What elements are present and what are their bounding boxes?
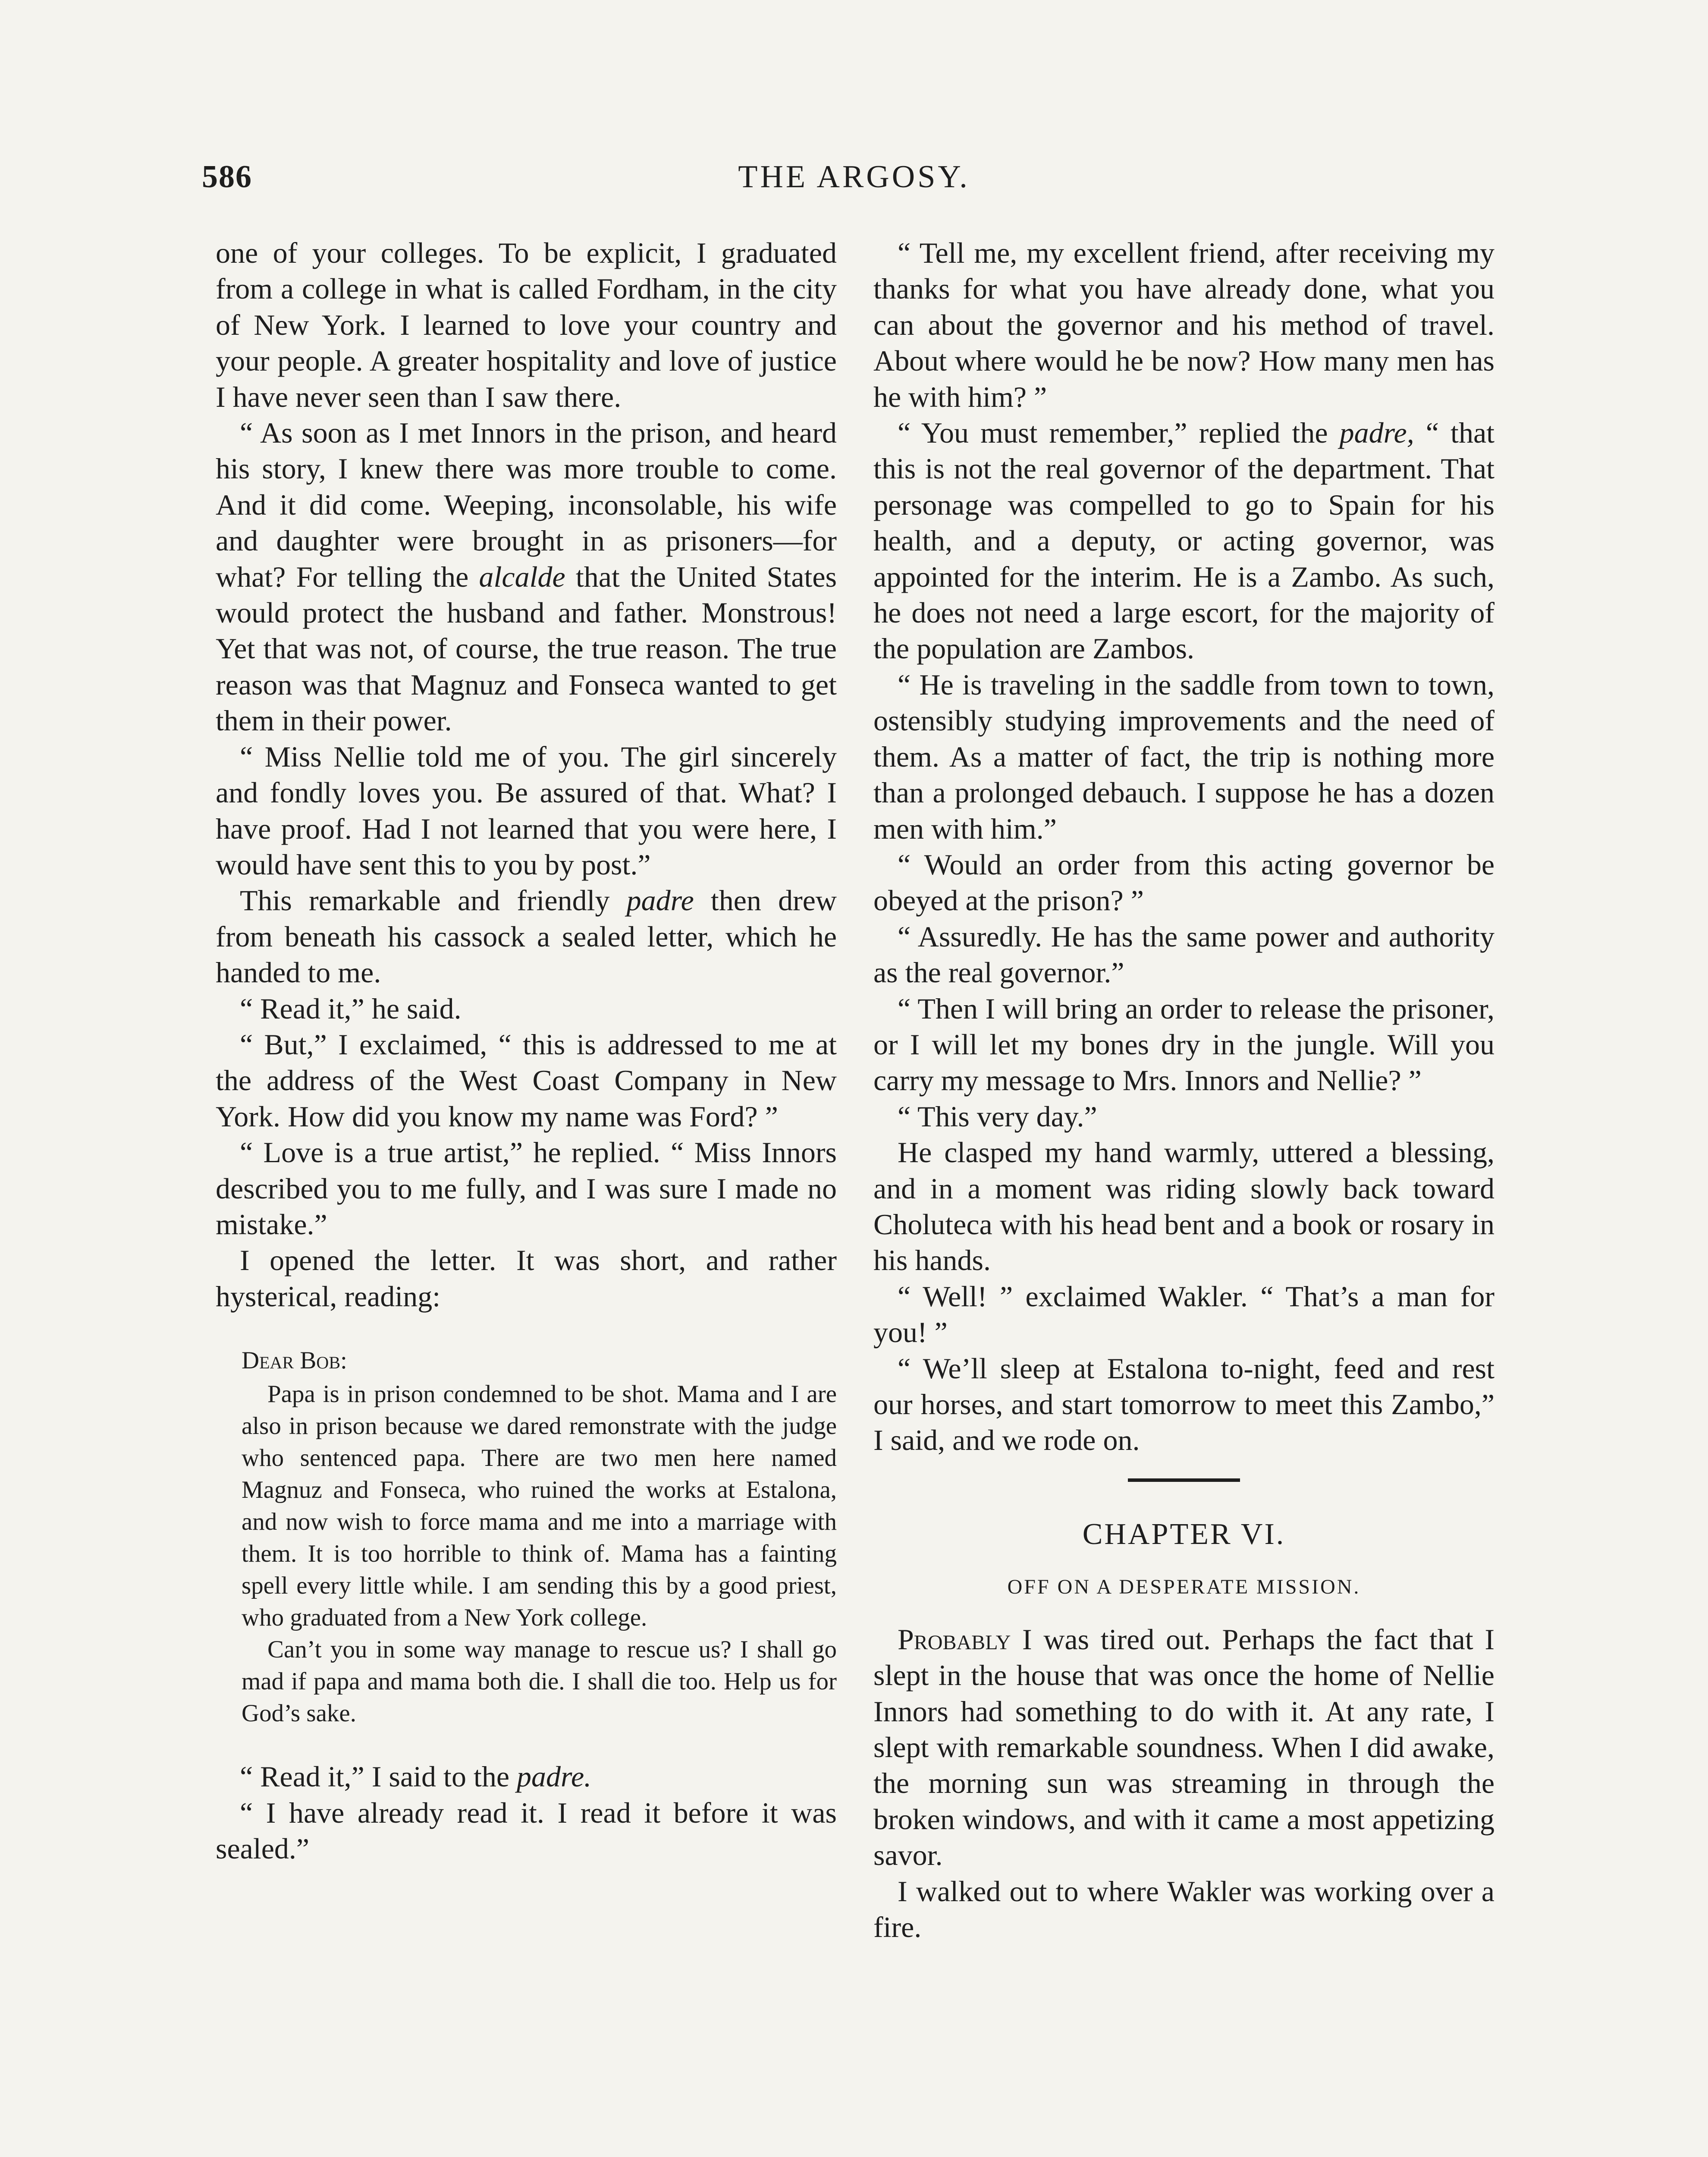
paragraph: “ He is traveling in the saddle from town to town, ostensibly studying improvements and the need of them. As a matter of fact, the trip is nothing more than a prolonged debauch. I suppose he has a dozen men with him.” [873, 668, 1494, 845]
running-head: THE ARGOSY. [738, 159, 970, 195]
paragraph: “ As soon as I met Innors in the prison, and heard his story, I knew there was more trouble to come. And it did come. Weeping, inconsolable, his wife and daughter were brought in as prisoners—for what? For telling the alcalde that the United States would protect the husband and father. Monstrous! Yet that was not, of course, the true reason. The true reason was that Magnuz and Fonseca wanted to get them in their power. [216, 416, 837, 737]
letter-paragraph: Can’t you in some way manage to rescue us? I shall go mad if papa and mama both die. I shall die too. Help us for God’s sake. [242, 1636, 837, 1727]
letter-salutation: Dear Bob: [242, 1347, 347, 1374]
section-divider [1128, 1478, 1240, 1482]
paragraph: “ Assuredly. He has the same power and authority as the real governor.” [873, 920, 1494, 989]
paragraph: “ This very day.” [898, 1100, 1097, 1133]
paragraph: This remarkable and friendly padre then drew from beneath his cassock a sealed letter, which he handed to me. [216, 884, 837, 989]
paragraph: “ Read it,” he said. [240, 992, 462, 1025]
letter-paragraph: Papa is in prison condemned to be shot. Mama and I are also in prison because we dared remonstrate with the judge who sentenced papa. There are two men here named Magnuz and Fonseca, who ruined the works at Estalona, and now wish to force mama and me into a marriage with them. It is too horrible to think of. Mama has a fainting spell every little while. I am sending this by a good priest, who graduated from a New York college. [242, 1380, 837, 1632]
left-column [216, 235, 837, 1867]
paragraph: “ Love is a true artist,” he replied. “ Miss Innors described you to me fully, and I was sure I made no mistake.” [216, 1136, 837, 1241]
paragraph: He clasped my hand warmly, uttered a blessing, and in a moment was riding slowly back toward Choluteca with his head bent and a book or rosary in his hands. [873, 1136, 1494, 1277]
paragraph: “ Read it,” I said to the padre. [240, 1760, 592, 1793]
italic-word: padre, [1339, 416, 1414, 450]
paragraph: Probably I was tired out. Perhaps the fact that I slept in the house that was once the home of Nellie Innors had something to do with it. At any rate, I slept with remarkable soundness. When I did awake, the morning sun was streaming in through the broken windows, and with it came a most appetizing savor. [873, 1622, 1495, 1872]
paragraph: I walked out to where Wakler was working over a fire. [873, 1874, 1494, 1944]
italic-word: padre [626, 884, 694, 917]
right-column [873, 235, 1494, 1945]
italic-word: alcalde [479, 560, 565, 593]
chapter-title: CHAPTER VI. [1082, 1517, 1286, 1551]
chapter-subtitle: OFF ON A DESPERATE MISSION. [1007, 1575, 1361, 1598]
paragraph: “ Miss Nellie told me of you. The girl sincerely and fondly loves you. Be assured of that. What? I have proof. Had I not learned that you were here, I would have sent this to you by post.” [216, 740, 837, 881]
paragraph: “ I have already read it. I read it before it was sealed.” [216, 1796, 837, 1865]
paragraph: one of your colleges. To be explicit, I graduated from a college in what is called Fordham, in the city of New York. I learned to love your country and your people. A greater hospitality and love of justice I have never seen than I saw there. [216, 236, 837, 413]
lead-word: Probably [898, 1622, 1011, 1656]
paragraph: “ Would an order from this acting governor be obeyed at the prison? ” [873, 848, 1494, 917]
paragraph: “ Well! ” exclaimed Wakler. “ That’s a man for you! ” [873, 1280, 1494, 1349]
paragraph: “ You must remember,” replied the padre, “ that this is not the real governor of the department. That personage was compelled to go to Spain for his health, and a deputy, or acting governor, was appointed for the interim. He is a Zambo. As such, he does not need a large escort, for the majority of the population are Zambos. [873, 416, 1495, 665]
paragraph: “ We’ll sleep at Estalona to-night, feed and rest our horses, and start tomorrow to meet this Zambo,” I said, and we rode on. [873, 1352, 1494, 1457]
paragraph: I opened the letter. It was short, and rather hysterical, reading: [216, 1244, 837, 1313]
paragraph: “ Then I will bring an order to release the prisoner, or I will let my bones dry in the jungle. Will you carry my message to Mrs. Innors and Nellie? ” [873, 992, 1494, 1097]
paragraph: “ Tell me, my excellent friend, after receiving my thanks for what you have already done, what you can about the governor and his method of travel. About where would he be now? How many men has he with him? ” [873, 236, 1494, 413]
page-number: 586 [202, 159, 252, 195]
paragraph: “ But,” I exclaimed, “ this is addressed to me at the address of the West Coast Company in New York. How did you know my name was Ford? ” [216, 1028, 837, 1133]
italic-word: padre. [517, 1760, 592, 1793]
quoted-letter [216, 1345, 837, 1729]
